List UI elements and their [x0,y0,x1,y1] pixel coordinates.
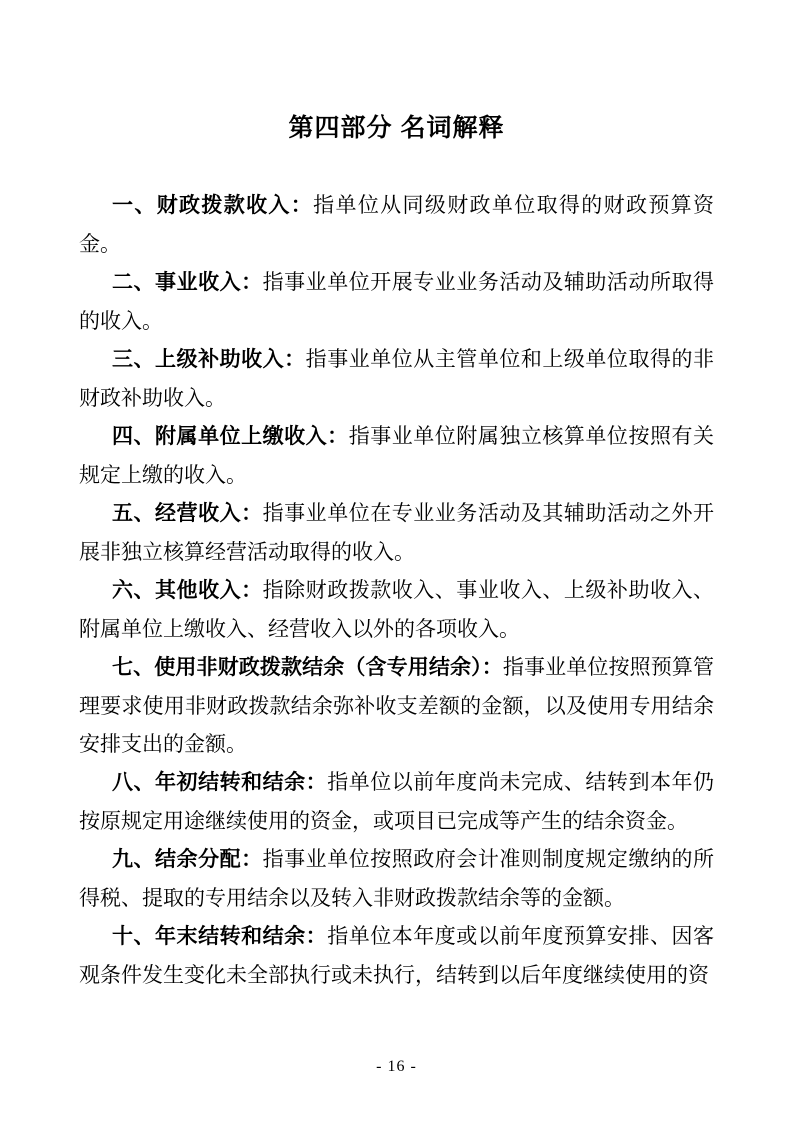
definition-term: 十、年末结转和结余： [112,925,328,948]
definition-term: 五、经营收入： [112,502,263,525]
page-number: - 16 - [376,1058,417,1075]
definition-text: 指事业单位按照预算管理要求使用非财政拨款结余弥补收支差额的金额，以及使用专用结余安排支出的金额。 [79,655,714,756]
definition-term: 八、年初结转和结余： [112,771,328,794]
definition-text: 指单位从同级财政单位取得的财政预算资金。 [79,193,715,256]
definition-paragraph [79,648,714,763]
definition-text: 指单位本年度或以前年度预算安排、因客观条件发生变化未全部执行或未执行，结转到以后年度继续使用的资 [79,924,715,987]
definition-paragraph [79,571,714,648]
definition-term: 七、使用非财政拨款结余（含专用结余）： [112,656,503,679]
definition-text: 指事业单位从主管单位和上级单位取得的非财政补助收入。 [79,347,715,410]
definition-paragraph [79,263,714,340]
definition-text: 指事业单位按照政府会计准则制度规定缴纳的所得税、提取的专用结余以及转入非财政拨款结余等的金额。 [79,847,715,910]
definition-paragraph [79,340,714,417]
definition-paragraph [79,840,714,917]
definition-text: 指单位以前年度尚未完成、结转到本年仍按原规定用途继续使用的资金，或项目已完成等产生的结余资金。 [79,770,715,833]
definition-text: 指事业单位在专业业务活动及其辅助活动之外开展非独立核算经营活动取得的收入。 [79,501,715,564]
definition-term: 三、上级补助收入： [112,348,306,371]
definition-paragraph [79,917,714,994]
definition-term: 一、财政拨款收入： [112,194,314,217]
definition-paragraph [79,494,714,571]
definition-text: 指事业单位开展专业业务活动及辅助活动所取得的收入。 [79,270,715,333]
definition-text: 指除财政拨款收入、事业收入、上级补助收入、附属单位上缴收入、经营收入以外的各项收入。 [79,578,715,641]
section-title: 第四部分 名词解释 [288,114,505,142]
definition-paragraph [79,186,714,263]
definition-paragraph [79,417,714,494]
definition-term: 四、附属单位上缴收入： [112,425,349,448]
definition-term: 二、事业收入： [112,271,263,294]
definitions-body [79,186,714,994]
definition-text: 指事业单位附属独立核算单位按照有关规定上缴的收入。 [79,424,714,487]
definition-term: 六、其他收入： [112,579,263,602]
definition-paragraph [79,763,714,840]
definition-term: 九、结余分配： [112,848,263,871]
